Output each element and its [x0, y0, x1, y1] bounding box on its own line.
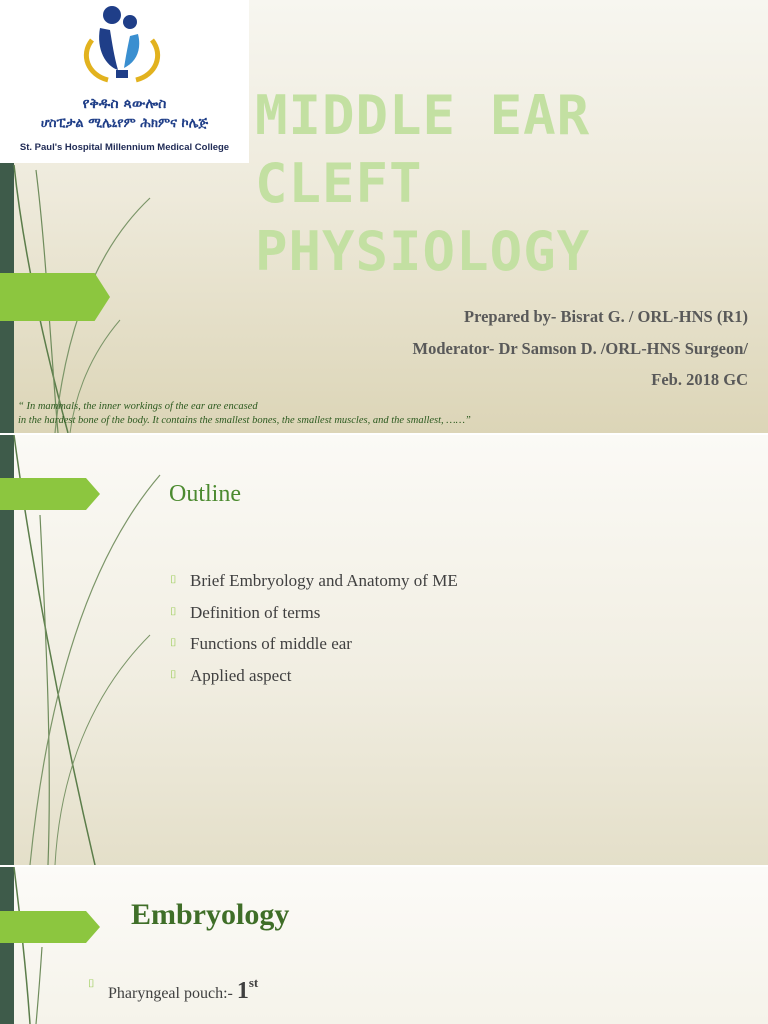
green-arrow-marker — [0, 273, 110, 321]
prepared-by: Prepared by- Bisrat G. / ORL-HNS (R1) — [463, 307, 748, 326]
list-item — [168, 603, 458, 635]
slide-title-text — [255, 82, 755, 286]
logo-english-name: St. Paul's Hospital Millennium Medical College — [19, 142, 230, 153]
title-line-3: PHYSIOLOGY — [255, 220, 591, 283]
quote-line-1: “ In mammals, the inner workings of the ear are encased — [18, 401, 258, 412]
list-item-text: Functions of middle ear — [190, 634, 352, 653]
list-item — [168, 666, 458, 698]
bullet-icon: ⌷ — [170, 573, 177, 586]
outline-list — [168, 571, 458, 697]
green-arrow-marker — [0, 911, 100, 943]
presentation-date: Feb. 2018 GC — [651, 370, 748, 389]
list-item-text: Pharyngeal pouch:- — [108, 985, 237, 1002]
title-line-1: MIDDLE EAR — [255, 84, 591, 147]
embryology-heading: Embryology — [131, 898, 290, 931]
logo-amharic-line2: ሆስፒታል ሚሌኒየም ሕክምና ኮሌጅ — [40, 116, 209, 131]
list-item-text: Applied aspect — [190, 665, 292, 685]
list-item-text: Brief Embryology and Anatomy of ME — [190, 571, 458, 590]
bullet-icon: ⌷ — [170, 636, 177, 649]
quote-line-2: in the hardest bone of the body. It contains the smallest bones, the smallest muscles, and the smallest, ……” — [18, 415, 471, 426]
list-item-text: Definition of terms — [190, 602, 321, 622]
list-item — [88, 975, 258, 1005]
slide-outline — [0, 435, 768, 865]
logo-amharic-line1: የቅዱስ ጳውሎስ — [82, 96, 167, 112]
slide-embryology — [0, 867, 768, 1024]
outline-heading: Outline — [169, 481, 241, 507]
list-item — [168, 634, 458, 666]
bullet-icon: ⌷ — [170, 604, 177, 618]
moderator: Moderator- Dr Samson D. /ORL-HNS Surgeon/ — [412, 339, 748, 358]
list-item — [168, 571, 458, 603]
slide-title — [0, 0, 768, 433]
bullet-icon: ⌷ — [170, 667, 177, 681]
green-arrow-marker — [0, 478, 100, 510]
pouch-number: 1 — [236, 978, 249, 1004]
logo-emblem-icon — [0, 0, 249, 95]
college-logo — [0, 0, 249, 163]
title-line-2: CLEFT — [255, 152, 423, 215]
pouch-number-suffix: st — [248, 975, 259, 990]
bullet-icon: ⌷ — [88, 977, 95, 990]
